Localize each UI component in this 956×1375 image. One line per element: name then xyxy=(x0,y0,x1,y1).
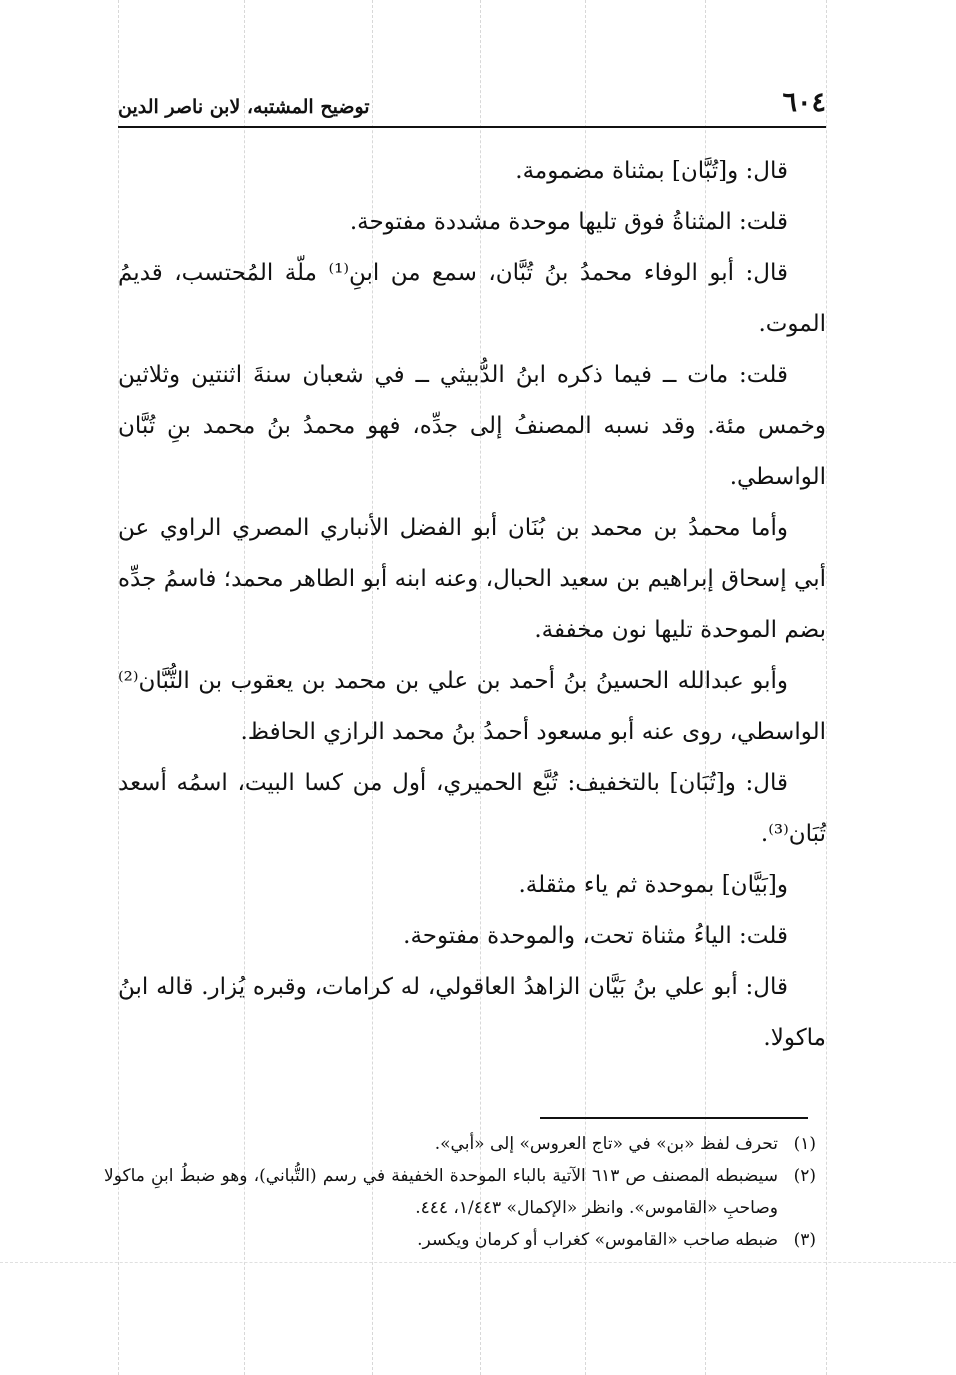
main-text xyxy=(118,146,826,1064)
paragraph: وأما محمدُ بن محمد بن بُنَان أبو الفضل الأنباري المصري الراوي عن أبي إسحاق إبراهيم بن سعيد الحبال، وعنه ابنه أبو الطاهر محمد؛ فاسمُ جدِّه بضم الموحدة تليها نون مخففة. xyxy=(118,515,826,643)
paragraph: قال: أبو علي بنُ بَيَّان الزاهدُ العاقولي، له كرامات، وقبره يُزار. قاله ابنُ ماكولا. xyxy=(118,974,826,1051)
footnote-number: (٢) xyxy=(793,1166,816,1186)
page-header xyxy=(118,84,826,118)
paragraph: قال: أبو الوفاء محمدُ بنُ تُبَّان، سمع من ابنِ⁽¹⁾ ملّة المُحتسب، قديمُ الموت. xyxy=(118,260,826,337)
paragraph: و[بَيَّان] بموحدة ثم ياء مثقلة. xyxy=(518,872,788,898)
footnote xyxy=(104,1160,816,1224)
footnote xyxy=(104,1224,816,1256)
header-rule xyxy=(118,126,826,128)
paragraph: قلت: مات ــ فيما ذكره ابنُ الدُّبيثي ــ في شعبان سنةَ اثنتين وثلاثين وخمس مئة. وقد نسبه المصنفُ إلى جدِّه، فهو محمدُ بنُ محمد بنِ تُبَّان الواسطي. xyxy=(118,362,826,490)
scan-guide-line xyxy=(826,0,827,1375)
footnote-text: سيضبطه المصنف ص ٦١٣ الآتية بالباء الموحدة الخفيفة في رسم (التُّباني)، وهو ضبطُ ابنِ ماكولا وصاحبِ «القاموس». وانظر «الإكمال» ١/٤٤٣، ٤٤٤. xyxy=(104,1166,778,1218)
paragraph: قلت: المثناةُ فوق تليها موحدة مشددة مفتوحة. xyxy=(349,209,788,235)
footnote-number: (١) xyxy=(793,1134,816,1154)
footnote xyxy=(104,1128,816,1160)
page-number: ٦٠٤ xyxy=(782,87,826,118)
footnote-number: (٣) xyxy=(793,1230,816,1250)
footnote-text: ضبطه صاحب «القاموس» كغراب أو كرمان ويكسر. xyxy=(417,1230,778,1250)
footnote-text: تحرف لفظ «بن» في «تاج العروس» إلى «أبي». xyxy=(434,1134,778,1154)
running-title: توضيح المشتبه، لابن ناصر الدين xyxy=(118,96,370,118)
paragraph: قال: و[تُبَان] بالتخفيف: تُبَّع الحميري، أول من كسا البيت، اسمُه أسعد تُبَان⁽³⁾. xyxy=(118,770,826,847)
scan-guide-line xyxy=(0,1262,956,1263)
paragraph: وأبو عبدالله الحسينُ بنُ أحمد بن علي بن محمد بن يعقوب بن التُّبَّان⁽²⁾ الواسطي، روى عنه أبو مسعود أحمدُ بنُ محمد الرازي الحافظ. xyxy=(118,668,826,745)
footnote-separator xyxy=(540,1117,808,1119)
paragraph: قلت: الياءُ مثناة تحت، والموحدة مفتوحة. xyxy=(403,923,788,949)
footnotes xyxy=(104,1128,816,1256)
paragraph: قال: و[تُبَّان] بمثناة مضمومة. xyxy=(515,158,788,184)
